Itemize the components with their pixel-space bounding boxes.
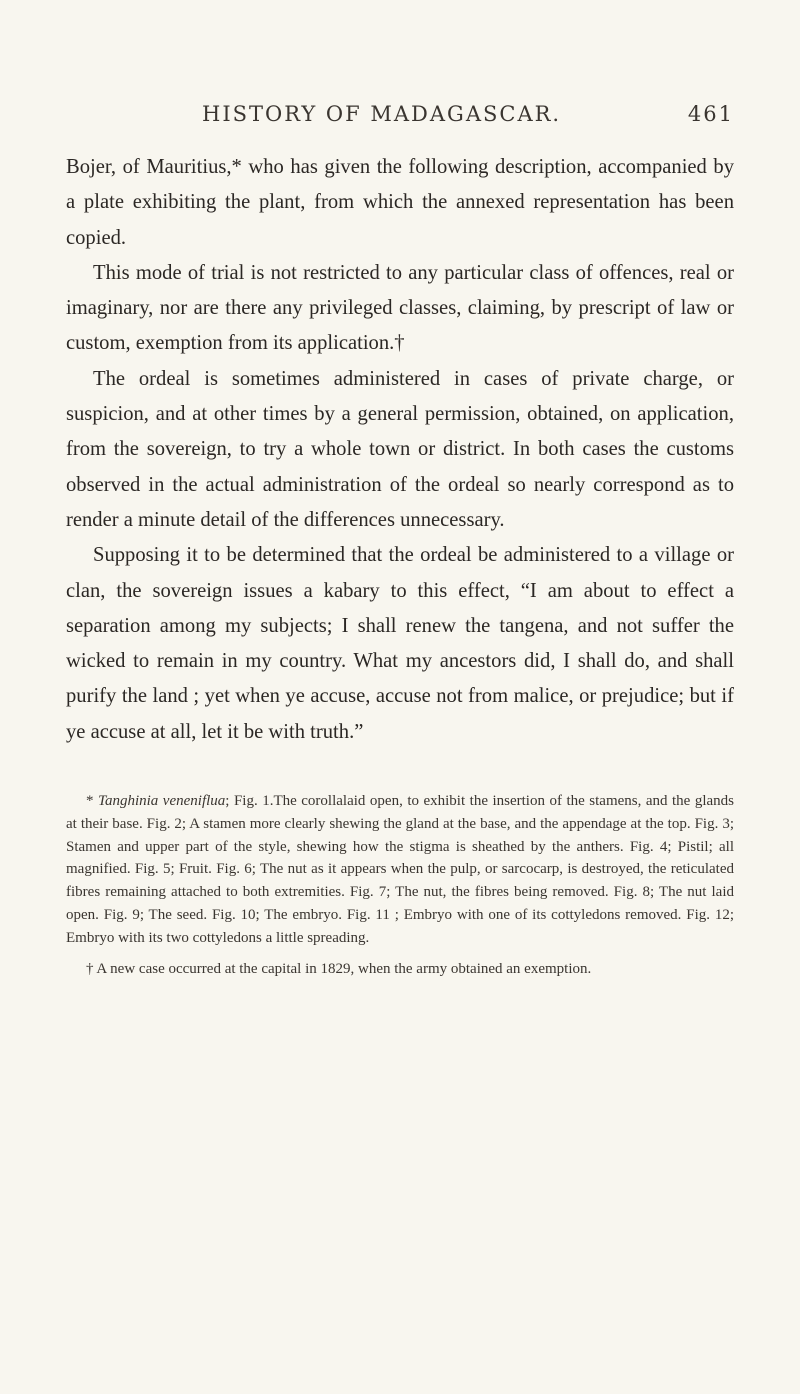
- footnote-1: [66, 790, 734, 950]
- footnotes: [66, 790, 734, 980]
- paragraph-4: Supposing it to be determined that the ordeal be administered to a village or clan, the sovereign issues a kabary to this effect, “I am about to effect a separation among my subjects; I shall renew the tangena, and not suffer the wicked to remain in my country. What my ancestors did, I shall do, and shall purify the land ; yet when ye accuse, accuse not from malice, or prejudice; but if ye accuse at all, let it be with truth.”: [66, 544, 734, 743]
- page-number: 461: [687, 102, 734, 126]
- footnote-1-species: Tanghinia veneniflua: [98, 793, 226, 810]
- paragraph-1: Bojer, of Mauritius,* who has given the following description, accompanied by a plate exhibiting the plant, from which the annexed representation has been copied.: [66, 156, 734, 249]
- page-header: [66, 90, 734, 150]
- footnote-2: † A new case occurred at the capital in 1829, when the army obtained an exemption.: [86, 960, 592, 977]
- main-text: [66, 150, 734, 750]
- running-title: HISTORY OF MADAGASCAR.: [202, 102, 562, 126]
- paragraph-3: The ordeal is sometimes administered in cases of private charge, or suspicion, and at other times by a general permission, obtained, on application, from the sovereign, to try a whole town or district. In both cases the customs observed in the actual administration of the ordeal so nearly correspond as to render a minute detail of the differences unnecessary.: [66, 367, 734, 531]
- footnote-1-text: ; Fig. 1.The corollalaid open, to exhibit the insertion of the stamens, and the glands at their base. Fig. 2; A stamen more clearly shewing the gland at the base, and the appendage at the top. Fig. 3; Stamen and upper part of the style, shewing how the stigma is sheathed by the anthers. Fig. 4; Pistil; all magnified. Fig. 5; Fruit. Fig. 6; The nut as it appears when the pulp, or sarcocarp, is destroyed, the reticulated fibres remaining attached to both extremities. Fig. 7; The nut, the fibres being removed. Fig. 8; The nut laid open. Fig. 9; The seed. Fig. 10; The embryo. Fig. 11 ; Embryo with one of its cottyledons removed. Fig. 12; Embryo with its two cottyledons a little spreading.: [66, 793, 734, 946]
- book-page: [66, 90, 734, 988]
- paragraph-2: This mode of trial is not restricted to any particular class of offences, real or imaginary, nor are there any privileged classes, claiming, by prescript of law or custom, exemption from its application.†: [66, 261, 734, 355]
- footnote-1-mark: *: [86, 793, 94, 810]
